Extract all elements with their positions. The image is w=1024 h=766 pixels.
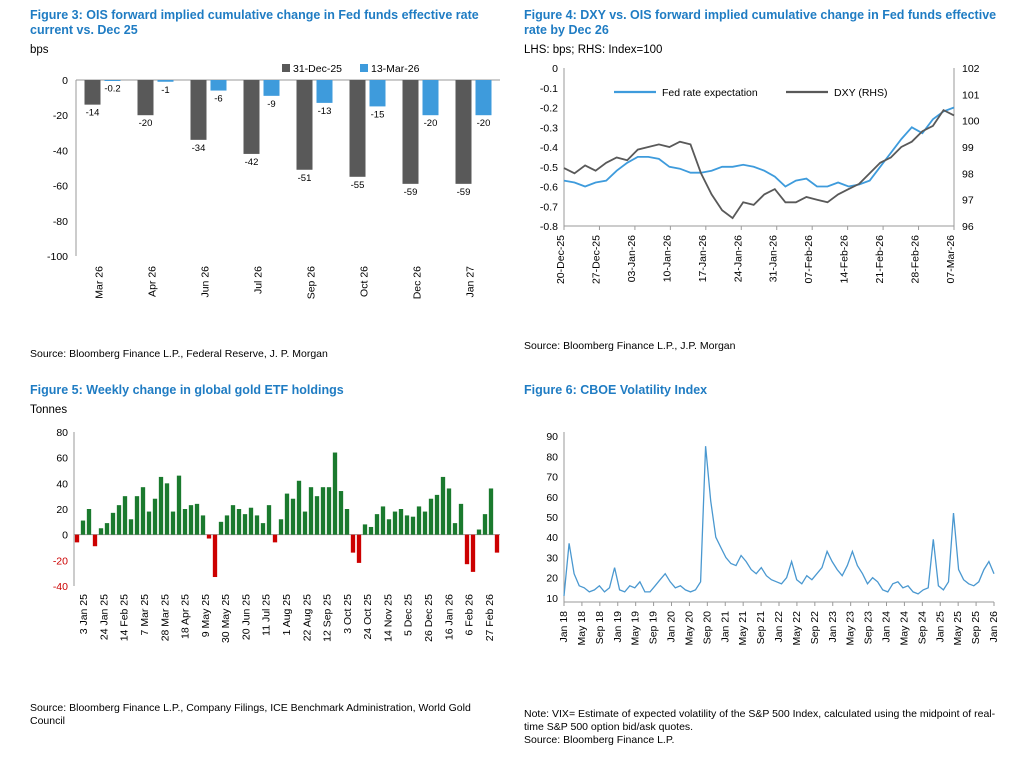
svg-text:Jan 26: Jan 26 <box>988 611 1000 643</box>
svg-text:5 Dec 25: 5 Dec 25 <box>402 594 415 637</box>
svg-text:100: 100 <box>962 115 980 128</box>
svg-text:10-Jan-26: 10-Jan-26 <box>661 235 674 283</box>
figure-4-panel <box>524 8 1014 353</box>
svg-text:3 Jan 25: 3 Jan 25 <box>78 594 91 635</box>
svg-text:99: 99 <box>962 142 974 154</box>
svg-text:-60: -60 <box>52 180 68 193</box>
svg-text:-6: -6 <box>214 93 223 105</box>
svg-text:-20: -20 <box>476 118 491 130</box>
svg-text:May 20: May 20 <box>683 611 696 646</box>
svg-text:80: 80 <box>56 427 68 439</box>
svg-text:-0.3: -0.3 <box>539 122 558 135</box>
svg-text:12 Sep 25: 12 Sep 25 <box>321 594 334 642</box>
svg-text:-59: -59 <box>403 186 418 198</box>
svg-text:97: 97 <box>962 194 974 207</box>
svg-text:-55: -55 <box>350 179 365 191</box>
svg-text:-20: -20 <box>423 118 438 130</box>
figure-6-source: Source: Bloomberg Finance L.P. <box>524 734 675 746</box>
svg-text:Jan 24: Jan 24 <box>880 611 893 643</box>
svg-text:18 Apr 25: 18 Apr 25 <box>179 594 192 639</box>
svg-text:May 18: May 18 <box>575 611 588 646</box>
svg-text:Jul 26: Jul 26 <box>252 266 265 295</box>
svg-text:03-Jan-26: 03-Jan-26 <box>625 235 638 283</box>
figure-4-source: Source: Bloomberg Finance L.P., J.P. Morgan <box>524 340 736 352</box>
svg-text:-20: -20 <box>138 118 153 130</box>
svg-text:7 Mar 25: 7 Mar 25 <box>139 594 151 636</box>
svg-text:24-Jan-26: 24-Jan-26 <box>732 234 745 283</box>
svg-text:0: 0 <box>552 63 558 75</box>
svg-text:Jan 21: Jan 21 <box>719 611 732 643</box>
svg-text:21-Feb-26: 21-Feb-26 <box>874 235 887 284</box>
svg-text:-100: -100 <box>46 251 68 263</box>
svg-text:31-Dec-25: 31-Dec-25 <box>293 63 343 75</box>
svg-text:98: 98 <box>962 168 974 181</box>
svg-text:90: 90 <box>546 431 558 444</box>
svg-text:DXY (RHS): DXY (RHS) <box>834 87 888 99</box>
svg-text:1 Aug 25: 1 Aug 25 <box>281 594 293 636</box>
figure-6-note: Note: VIX= Estimate of expected volatility of the S&P 500 Index, calculated using the midpoint of real-time S&P 500 option bid/ask quotes. <box>524 708 996 733</box>
svg-text:26 Dec 25: 26 Dec 25 <box>423 594 435 642</box>
svg-text:-20: -20 <box>52 110 68 123</box>
svg-text:20-Dec-25: 20-Dec-25 <box>555 235 567 285</box>
svg-text:40: 40 <box>546 532 558 545</box>
figure-6-chart <box>524 420 1014 700</box>
svg-text:-51: -51 <box>297 172 312 184</box>
figure-4-chart <box>524 56 1014 306</box>
svg-text:Jan 22: Jan 22 <box>773 611 785 643</box>
svg-text:30: 30 <box>546 552 558 565</box>
svg-text:-0.5: -0.5 <box>539 161 558 174</box>
svg-text:14-Feb-26: 14-Feb-26 <box>838 235 851 284</box>
svg-text:9 May 25: 9 May 25 <box>199 594 212 638</box>
svg-text:80: 80 <box>546 451 558 464</box>
svg-text:Jan 27: Jan 27 <box>464 266 477 298</box>
svg-text:22 Aug 25: 22 Aug 25 <box>301 594 314 642</box>
svg-text:10: 10 <box>546 592 558 605</box>
svg-text:27 Feb 26: 27 Feb 26 <box>483 594 496 642</box>
svg-text:-1: -1 <box>161 84 170 96</box>
svg-text:Jan 25: Jan 25 <box>934 611 947 643</box>
svg-text:Sep 26: Sep 26 <box>305 266 318 300</box>
svg-text:-0.8: -0.8 <box>539 221 558 233</box>
svg-text:-40: -40 <box>52 145 68 158</box>
svg-text:Jun 26: Jun 26 <box>199 266 212 298</box>
svg-text:-9: -9 <box>267 98 276 110</box>
svg-text:40: 40 <box>56 478 68 491</box>
svg-text:-0.6: -0.6 <box>539 181 558 194</box>
svg-text:6 Feb 26: 6 Feb 26 <box>463 594 476 636</box>
figure-5-chart <box>30 416 510 686</box>
svg-text:May 19: May 19 <box>629 611 642 646</box>
figure-4-title: Figure 4: DXY vs. OIS forward implied cumulative change in Fed funds effective rate by Dec 26 <box>524 8 997 37</box>
svg-text:Sep 19: Sep 19 <box>647 611 660 645</box>
svg-text:24 Jan 25: 24 Jan 25 <box>98 594 111 641</box>
svg-text:-59: -59 <box>456 186 471 198</box>
svg-text:-34: -34 <box>191 142 206 154</box>
svg-text:-0.4: -0.4 <box>539 142 558 154</box>
svg-text:31-Jan-26: 31-Jan-26 <box>767 235 780 283</box>
svg-text:Sep 25: Sep 25 <box>970 611 983 645</box>
svg-text:07-Mar-26: 07-Mar-26 <box>945 235 957 284</box>
svg-text:24 Oct 25: 24 Oct 25 <box>362 594 375 640</box>
svg-text:14 Feb 25: 14 Feb 25 <box>118 594 131 642</box>
figure-5-source: Source: Bloomberg Finance L.P., Company Filings, ICE Benchmark Administration, World Gold Council <box>30 702 471 727</box>
figure-5-panel <box>30 383 510 728</box>
svg-text:Jan 19: Jan 19 <box>611 611 624 643</box>
svg-text:28-Feb-26: 28-Feb-26 <box>909 235 922 284</box>
svg-text:07-Feb-26: 07-Feb-26 <box>803 235 816 284</box>
svg-text:27-Dec-25: 27-Dec-25 <box>590 235 603 285</box>
figure-3-chart <box>30 56 510 326</box>
svg-text:11 Jul 25: 11 Jul 25 <box>260 594 273 636</box>
svg-text:-0.1: -0.1 <box>539 82 558 95</box>
figure-5-unit-label: Tonnes <box>30 404 68 416</box>
svg-text:14 Nov 25: 14 Nov 25 <box>382 594 395 642</box>
figure-4-unit-label: LHS: bps; RHS: Index=100 <box>524 44 663 56</box>
figure-3-unit-label: bps <box>30 44 49 56</box>
figure-3-title: Figure 3: OIS forward implied cumulative change in Fed funds effective rate current vs. Dec 25 <box>30 8 479 37</box>
svg-text:May 22: May 22 <box>790 611 803 646</box>
svg-text:-0.2: -0.2 <box>539 102 558 115</box>
svg-text:101: 101 <box>962 89 980 102</box>
svg-text:0: 0 <box>62 529 68 542</box>
svg-text:Jan 18: Jan 18 <box>558 611 570 643</box>
svg-text:96: 96 <box>962 221 974 233</box>
svg-text:Sep 20: Sep 20 <box>701 611 714 645</box>
svg-text:-80: -80 <box>52 215 68 228</box>
svg-text:17-Jan-26: 17-Jan-26 <box>696 235 709 283</box>
svg-text:60: 60 <box>546 491 558 504</box>
svg-text:20 Jun 25: 20 Jun 25 <box>240 594 253 641</box>
svg-text:Sep 18: Sep 18 <box>593 611 606 645</box>
svg-text:-13: -13 <box>317 105 332 117</box>
svg-text:May 23: May 23 <box>844 611 857 646</box>
svg-text:Fed rate expectation: Fed rate expectation <box>662 87 758 99</box>
svg-text:Oct 26: Oct 26 <box>358 266 371 297</box>
svg-text:60: 60 <box>56 452 68 465</box>
svg-text:-0.7: -0.7 <box>539 201 558 214</box>
svg-text:-15: -15 <box>370 109 385 121</box>
svg-text:102: 102 <box>962 63 980 75</box>
svg-text:0: 0 <box>62 75 68 87</box>
svg-text:13-Mar-26: 13-Mar-26 <box>371 63 420 75</box>
svg-text:30 May 25: 30 May 25 <box>220 594 233 644</box>
figure-5-title: Figure 5: Weekly change in global gold ETF holdings <box>30 383 344 397</box>
svg-text:Sep 21: Sep 21 <box>755 611 768 645</box>
svg-text:Jan 23: Jan 23 <box>826 611 839 643</box>
svg-text:Sep 24: Sep 24 <box>916 611 929 645</box>
svg-text:Sep 23: Sep 23 <box>862 611 875 645</box>
svg-text:-0.2: -0.2 <box>104 83 121 95</box>
svg-text:16 Jan 26: 16 Jan 26 <box>443 594 456 641</box>
figure-3-source: Source: Bloomberg Finance L.P., Federal Reserve, J. P. Morgan <box>30 348 328 360</box>
svg-text:Apr 26: Apr 26 <box>146 266 159 297</box>
svg-text:May 21: May 21 <box>737 611 750 646</box>
svg-text:-42: -42 <box>244 156 259 168</box>
svg-text:-14: -14 <box>85 107 100 119</box>
figure-6-title: Figure 6: CBOE Volatility Index <box>524 383 708 397</box>
svg-text:Mar 26: Mar 26 <box>93 266 106 299</box>
svg-text:20: 20 <box>56 504 68 516</box>
svg-text:Sep 22: Sep 22 <box>808 611 821 645</box>
svg-text:-40: -40 <box>52 581 68 593</box>
svg-text:28 Mar 25: 28 Mar 25 <box>159 594 172 642</box>
figure-6-panel <box>524 383 1014 747</box>
figure-3-panel <box>30 8 510 361</box>
svg-text:20: 20 <box>546 572 558 585</box>
svg-text:May 25: May 25 <box>952 611 965 646</box>
svg-text:Dec 26: Dec 26 <box>411 266 424 300</box>
svg-text:-20: -20 <box>52 555 68 568</box>
svg-text:Jan 20: Jan 20 <box>665 611 678 643</box>
svg-text:50: 50 <box>546 512 558 524</box>
svg-text:May 24: May 24 <box>898 611 911 646</box>
svg-text:70: 70 <box>546 471 558 484</box>
svg-text:3 Oct 25: 3 Oct 25 <box>341 594 354 634</box>
